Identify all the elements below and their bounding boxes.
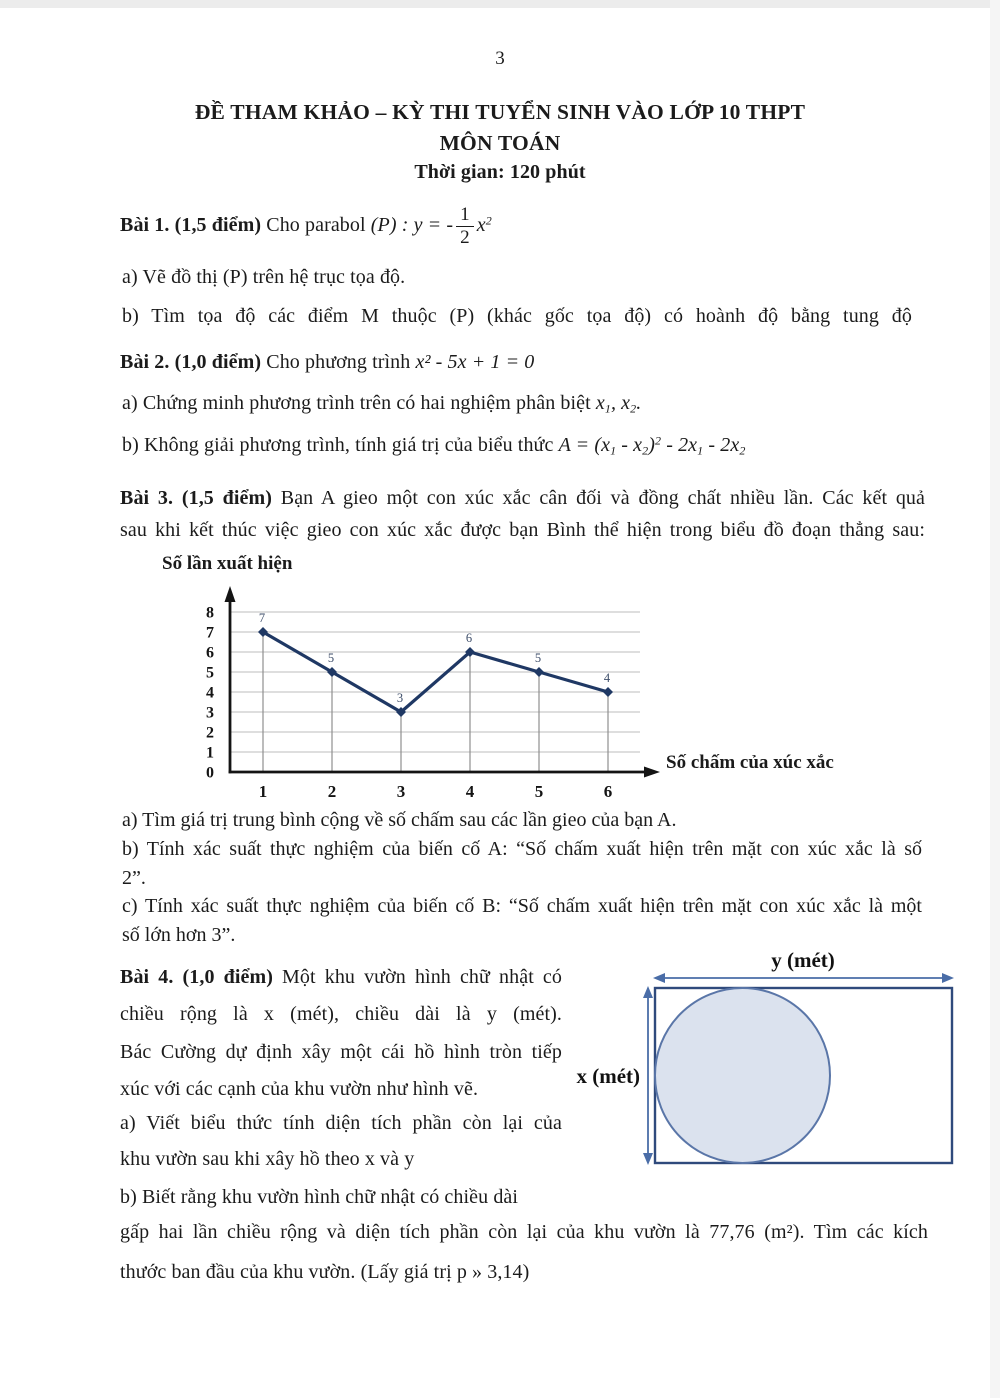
bai2-label: Bài 2. (1,0 điểm) <box>120 351 262 373</box>
data-label: 7 <box>258 611 266 625</box>
figure-width-label: y (mét) <box>771 948 835 972</box>
bai4-p1-line2: chiều rộng là x (mét), chiều dài là y (mét). <box>120 1003 562 1025</box>
bai4-question-a-line1: a) Viết biểu thức tính diện tích phần còn lại của <box>120 1112 562 1134</box>
y-axis-arrow <box>225 586 236 602</box>
exam-subject: MÔN TOÁN <box>439 131 561 155</box>
y-tick-label: 3 <box>206 704 214 722</box>
bai2-question-b: b) Không giải phương trình, tính giá trị của biểu thức $A = (x_1 - x_2)^2 - 2x_1 - 2x_2$ <box>122 433 746 458</box>
bai3-label: Bài 3. (1,5 điểm) <box>120 487 273 509</box>
x-tick-label: 2 <box>327 782 337 801</box>
scan-right-edge <box>990 0 1000 1398</box>
chart-y-axis-title: Số lần xuất hiện <box>162 553 293 574</box>
bai1-formula-var: $x^2$ <box>476 213 492 237</box>
bai4-label: Bài 4. (1,0 điểm) <box>120 966 273 988</box>
bai4-heading: Bài 4. (1,0 điểm) Một khu vườn hình chữ nhật có <box>120 966 562 988</box>
bai1-heading <box>120 205 492 248</box>
bai1-formula-head: (P) : y = - <box>370 214 454 237</box>
bai2-heading <box>120 351 534 374</box>
data-label: 5 <box>534 651 542 665</box>
height-arrow-bottom-head <box>643 1153 653 1165</box>
fraction-one-half: $\frac{1}{2}$ <box>456 205 474 248</box>
frequency-line-chart <box>150 570 880 820</box>
data-marker <box>534 667 544 677</box>
bai4-p2-line1: Bác Cường dự định xây một cái hồ hình tròn tiếp <box>120 1041 562 1063</box>
bai2-b-math: $A = (x_1 - x_2)^2 - 2x_1 - 2x_2$ <box>558 433 746 458</box>
bai4-question-b-line1: b) Biết rằng khu vườn hình chữ nhật có chiều dài <box>120 1186 519 1208</box>
bai3-question-c-line2: số lớn hơn 3”. <box>122 924 236 947</box>
y-tick-label: 1 <box>206 744 214 762</box>
y-tick-label: 6 <box>206 644 214 662</box>
data-label: 4 <box>603 671 611 685</box>
bai1-question-a: a) Vẽ đồ thị (P) trên hệ trục tọa độ. <box>122 266 406 288</box>
y-tick-label: 2 <box>206 724 214 742</box>
bai2-equation: x² - 5x + 1 = 0 <box>415 351 535 373</box>
bai4-question-b-line3: thước ban đầu của khu vườn. (Lấy giá trị p » 3,14) <box>120 1261 530 1283</box>
scan-top-edge <box>0 0 1000 8</box>
y-tick-label: 8 <box>206 604 214 622</box>
y-tick-label: 4 <box>206 684 214 702</box>
data-label: 6 <box>465 631 473 645</box>
x-tick-label: 1 <box>258 782 268 801</box>
bai2-question-a: a) Chứng minh phương trình trên có hai nghiệm phân biệt $x_1$, $x_2$. <box>122 392 642 416</box>
chart-x-axis-title: Số chấm của xúc xắc <box>666 752 834 773</box>
height-arrow-top-head <box>643 986 653 998</box>
garden-figure <box>558 938 978 1178</box>
page-number: 3 <box>495 48 505 69</box>
bai4-question-a-line2: khu vườn sau khi xây hồ theo x và y <box>120 1148 415 1170</box>
pond-circle <box>655 988 830 1163</box>
y-tick-label: 5 <box>206 664 214 682</box>
data-marker <box>603 687 613 697</box>
bai2-intro: Cho phương trình <box>266 351 411 373</box>
data-label: 5 <box>327 651 335 665</box>
bai3-intro-line2: sau khi kết thúc việc gieo con xúc xắc được bạn Bình thể hiện trong biểu đồ đoạn thẳng sau: <box>120 519 925 541</box>
bai3-question-c-line1: c) Tính xác suất thực nghiệm của biến cố B: “Số chấm xuất hiện trên mặt con xúc xắc là một <box>122 895 922 918</box>
data-label: 3 <box>396 691 404 705</box>
figure-height-label: x (mét) <box>576 1064 640 1088</box>
bai1-intro: Cho parabol <box>266 214 366 237</box>
bai3-questions <box>122 806 922 950</box>
x-tick-label: 5 <box>534 782 544 801</box>
bai3-question-a: a) Tìm giá trị trung bình cộng về số chấm sau các lần gieo của bạn A. <box>122 809 677 831</box>
bai1-question-b: b) Tìm tọa độ các điểm M thuộc (P) (khác gốc tọa độ) có hoành độ bằng tung độ <box>122 305 912 327</box>
x-tick-label: 6 <box>603 782 613 801</box>
bai3-intro-line1: Bài 3. (1,5 điểm) Bạn A gieo một con xúc xắc cân đối và đồng chất nhiều lần. Các kết quả <box>120 487 926 509</box>
x-axis-arrow <box>644 767 660 778</box>
bai3-question-b-line1: b) Tính xác suất thực nghiệm của biến cố A: “Số chấm xuất hiện trên mặt con xúc xắc là số <box>122 837 922 860</box>
y-tick-label: 7 <box>206 624 214 642</box>
x-tick-label: 4 <box>465 782 475 801</box>
exam-title: ĐỀ THAM KHẢO – KỲ THI TUYỂN SINH VÀO LỚP 10 THPT <box>194 100 806 124</box>
bai3-question-b-line2: 2”. <box>122 866 146 889</box>
bai4-p2-line2: xúc với các cạnh của khu vườn như hình vẽ. <box>120 1078 479 1100</box>
bai4-question-b-line2: gấp hai lần chiều rộng và diện tích phần còn lại của khu vườn là 77,76 (m²). Tìm các kích <box>120 1221 928 1243</box>
x-tick-label: 3 <box>396 782 406 801</box>
y-tick-label: 0 <box>206 764 214 782</box>
width-arrow-left-head <box>653 973 665 983</box>
bai1-label: Bài 1. (1,5 điểm) <box>120 214 262 237</box>
exam-duration: Thời gian: 120 phút <box>414 161 586 183</box>
width-arrow-right-head <box>942 973 954 983</box>
bai2-a-math: $x_1$, $x_2$. <box>595 392 642 416</box>
